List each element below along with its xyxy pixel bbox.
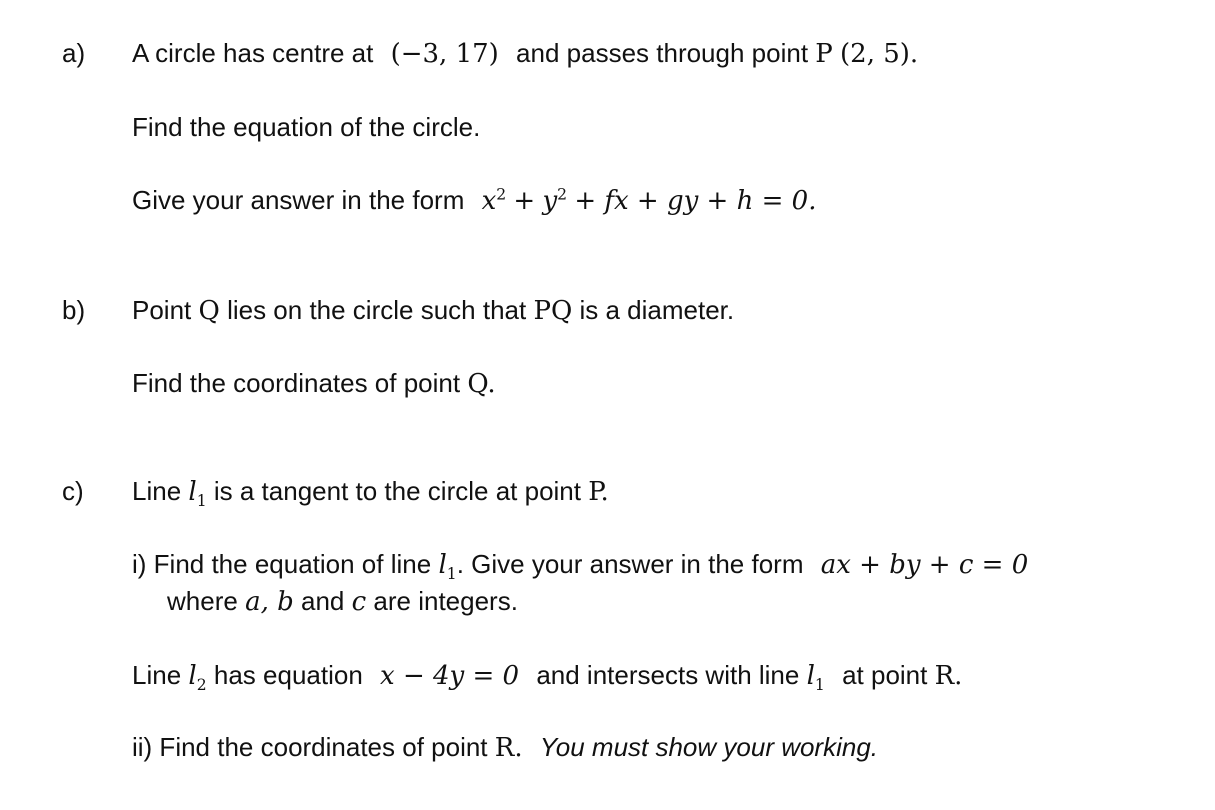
part-c-i-eq: ax + by + c = 0: [820, 550, 1029, 580]
part-c-l2-line: [132, 659, 963, 695]
part-c-i-t2: . Give your answer in the form: [456, 549, 804, 579]
part-c-l2-t1: Line: [132, 660, 182, 690]
part-c-label: c): [62, 476, 84, 506]
part-b-q2: Q.: [467, 369, 496, 399]
part-a-instruction: Find the equation of the circle.: [132, 112, 481, 142]
part-a-y: y: [542, 186, 558, 216]
part-c-i-sub: 1: [446, 565, 457, 584]
part-b-t2: lies on the circle such that: [227, 295, 527, 325]
part-c-ii-note: You must show your working.: [539, 732, 879, 762]
part-c-i-line1: [132, 548, 1029, 584]
part-c-ii-t1: ii) Find the coordinates of point: [132, 732, 488, 762]
part-c-i-c: c: [351, 587, 367, 617]
part-c-l2-l1: l: [806, 661, 815, 691]
part-a-text2: and passes through point: [516, 38, 809, 68]
part-a-form-rest: + fx + gy + h = 0.: [574, 186, 817, 216]
part-c-i-line2: [167, 585, 518, 618]
part-a-statement: [132, 37, 918, 70]
part-c-l2-t3: and intersects with line: [536, 660, 800, 690]
part-b-instruction: [132, 367, 496, 400]
part-c-i-where: where: [167, 586, 238, 616]
part-c-t1: Line: [132, 476, 182, 506]
part-a-centre: (−3, 17): [390, 39, 499, 69]
part-b-pq: PQ: [533, 296, 573, 326]
part-a-plus: +: [513, 186, 536, 216]
part-c-t2: is a tangent to the circle at point: [213, 476, 581, 506]
part-c-p: P.: [588, 477, 609, 507]
part-c-l2-sub1: 1: [814, 676, 825, 695]
part-c-l2-t4: at point: [842, 660, 928, 690]
part-a-sq2: 2: [557, 185, 568, 204]
part-c-i-l: l: [438, 550, 447, 580]
part-a-label: a): [62, 38, 86, 68]
part-c-i-and: and: [300, 586, 345, 616]
part-b-label: b): [62, 295, 86, 325]
part-c-statement: [132, 475, 609, 511]
part-c-l: l: [188, 477, 197, 507]
part-a-sq1: 2: [496, 185, 507, 204]
part-a-form: [132, 184, 816, 217]
part-c-i-t1: i) Find the equation of line: [132, 549, 432, 579]
part-c-l2-t2: has equation: [213, 660, 363, 690]
part-a-x: x: [481, 186, 497, 216]
part-c-i-ab: a, b: [245, 587, 294, 617]
part-a-text1: A circle has centre at: [132, 38, 374, 68]
part-c-l2-r: R.: [934, 661, 963, 691]
part-a-point-coords: (2, 5).: [840, 39, 919, 69]
part-c-ii-r: R.: [494, 733, 523, 763]
part-b-statement: [132, 294, 734, 327]
part-c-sub: 1: [196, 492, 207, 511]
part-c-ii-line: [132, 731, 878, 764]
part-b-q: Q: [198, 296, 220, 326]
part-c-i-t3: are integers.: [373, 586, 518, 616]
part-b-find: Find the coordinates of point: [132, 368, 461, 398]
part-a-form-text: Give your answer in the form: [132, 185, 465, 215]
part-c-l2-sub: 2: [196, 676, 207, 695]
part-c-l2-eq: x − 4y = 0: [380, 661, 520, 691]
part-c-l2-l: l: [188, 661, 197, 691]
part-b-t1: Point: [132, 295, 192, 325]
part-b-t3: is a diameter.: [579, 295, 735, 325]
part-a-point-name: P: [815, 39, 833, 69]
